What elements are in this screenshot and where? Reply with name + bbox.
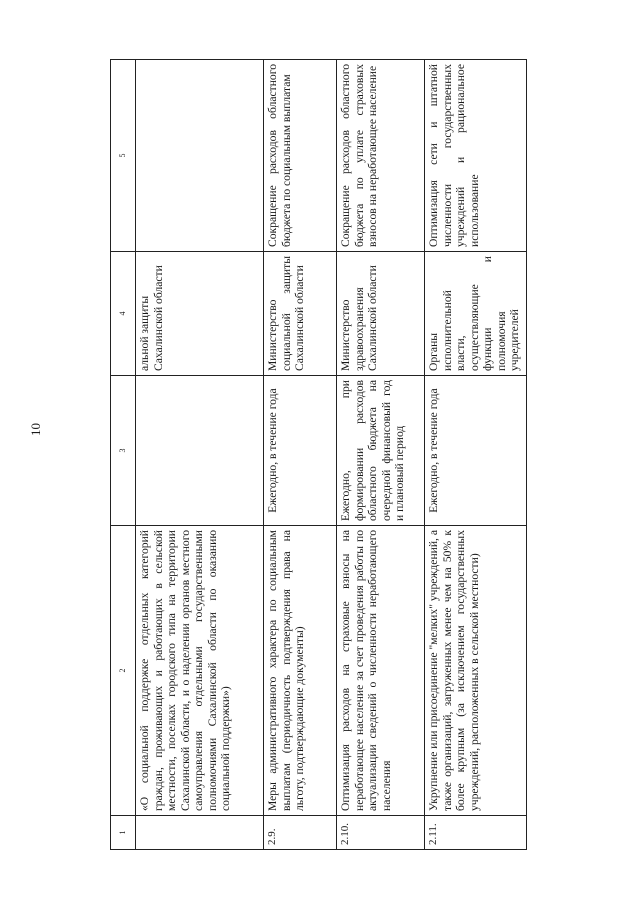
row-number	[136, 816, 264, 850]
header-col-3: 3	[111, 376, 136, 526]
table-row	[264, 60, 337, 850]
measure-cell: Меры административного характера по социальным выплатам (периодичность подтверждения права на льготу, подтверждающие документы)	[264, 526, 337, 816]
measure-cell: Укрупнение или присоединение "мелких" учреждений, а также организаций, загруженных менее чем на 50% к более крупным (за исключением государственных учреждений, расположенных в сельской местности)	[425, 526, 527, 816]
header-col-4: 4	[111, 252, 136, 376]
deadline-cell: Ежегодно, в течение года	[425, 376, 527, 526]
row-number: 2.11.	[425, 816, 527, 850]
responsible-cell: Министерство здравоохранения Сахалинской области	[337, 252, 425, 376]
table-row	[337, 60, 425, 850]
responsible-cell: Министерство социальной защиты Сахалинской области	[264, 252, 337, 376]
table-row	[136, 60, 264, 850]
deadline-cell	[136, 376, 264, 526]
header-col-1: 1	[111, 816, 136, 850]
result-cell	[136, 60, 264, 252]
page-number: 10	[28, 423, 43, 436]
result-cell: Сокращение расходов областного бюджета по уплате страховых взносов на неработающее население	[337, 60, 425, 252]
responsible-cell: альной защиты Сахалинской области	[136, 252, 264, 376]
result-cell: Оптимизация сети и штатной численности государственных учреждений и рациональное использование	[425, 60, 527, 252]
measure-cell: «О социальной поддержке отдельных категорий граждан, проживающих и работающих в сельской местности, поселках городского типа на территории Сахалинской области, и о наделении органов местного самоуправления отдельными государственными полномочиями Сахалинской области по оказанию социальной поддержки»)	[136, 526, 264, 816]
measures-table	[110, 59, 527, 850]
header-col-2: 2	[111, 526, 136, 816]
header-row	[111, 60, 136, 850]
rotated-table-sheet	[110, 60, 525, 850]
header-col-5: 5	[111, 60, 136, 252]
deadline-cell: Ежегодно, при формировании расходов областного бюджета на очередной финансовый год и плановый период	[337, 376, 425, 526]
table-row	[425, 60, 527, 850]
measure-cell: Оптимизация расходов на страховые взносы на неработающее население за счет проведения работы по актуализации сведений о численности неработающего населения	[337, 526, 425, 816]
row-number: 2.10.	[337, 816, 425, 850]
responsible-cell: Органы исполнительной власти, осуществляющие функции и полномочия учредителей	[425, 252, 527, 376]
row-number: 2.9.	[264, 816, 337, 850]
result-cell: Сокращение расходов областного бюджета по социальным выплатам	[264, 60, 337, 252]
deadline-cell: Ежегодно, в течение года	[264, 376, 337, 526]
